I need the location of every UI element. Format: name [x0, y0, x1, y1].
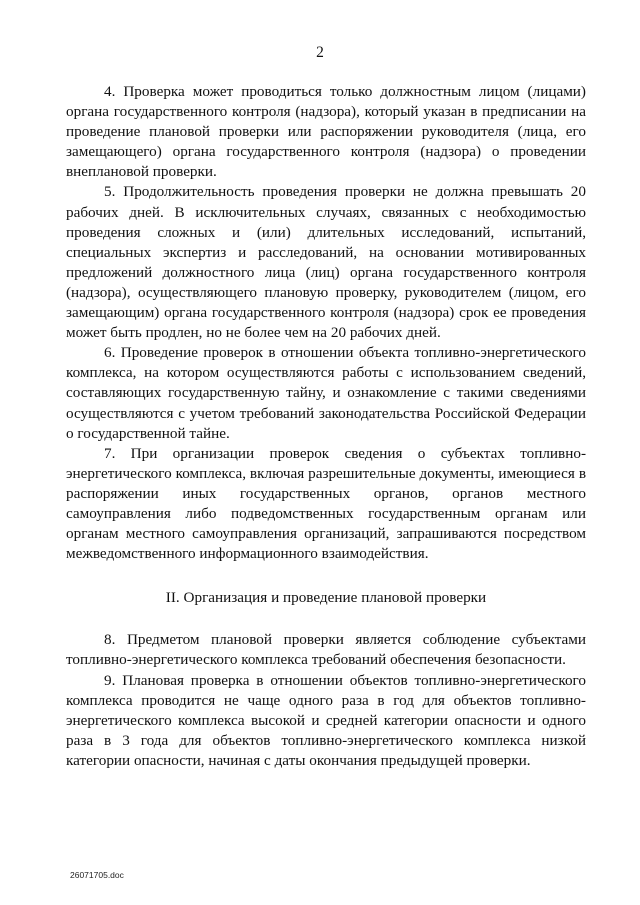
- page-number: 2: [316, 44, 324, 61]
- paragraph-6: 6. Проведение проверок в отношении объекта топливно-энергетического комплекса, на котором осуществляются работы с использованием сведений, составляющих государственную тайну, и ознакомление с такими сведениями осуществляются с учетом требований законодательства Российской Федерации о государственной тайне.: [66, 344, 586, 442]
- document-file-code: 26071705.doc: [70, 870, 124, 880]
- paragraph-9: 9. Плановая проверка в отношении объектов топливно-энергетического комплекса проводится не чаще одного раза в год для объектов топливно-энергетического комплекса высокой и средней категории опасности и одного раза в 3 года для объектов топливно-энергетического комплекса низкой категории опасности, начиная с даты окончания предыдущей проверки.: [66, 671, 586, 769]
- paragraph-4: 4. Проверка может проводиться только должностным лицом (лицами) органа государственного контроля (надзора), который указан в предписании на проведение плановой проверки или распоряжении руководителя (лица, его замещающего) органа государственного контроля (надзора) о проведении внеплановой проверки.: [66, 83, 586, 181]
- paragraph-8: 8. Предметом плановой проверки является соблюдение субъектами топливно-энергетического комплекса требований обеспечения безопасности.: [66, 631, 586, 669]
- paragraph-7: 7. При организации проверок сведения о субъектах топливно-энергетического комплекса, включая разрешительные документы, имеющиеся в распоряжении иных государственных органов, органов местного самоуправления либо подведомственных государственным органам или органам местного самоуправления организаций, запрашиваются посредством межведомственного информационного взаимодействия.: [66, 444, 586, 563]
- section-heading: II. Организация и проведение плановой проверки: [165, 589, 487, 607]
- paragraph-5: 5. Продолжительность проведения проверки не должна превышать 20 рабочих дней. В исключительных случаях, связанных с необходимостью проведения сложных и (или) длительных исследований, испытаний, специальных экспертиз и расследований, на основании мотивированных предложений должностного лица (лиц) органа государственного контроля (надзора), осуществляющего плановую проверку, руководителем (лицом, его замещающим) органа государственного контроля (надзора) срок ее проведения может быть продлен, но не более чем на 20 рабочих дней.: [66, 183, 586, 342]
- document-body: [66, 82, 586, 771]
